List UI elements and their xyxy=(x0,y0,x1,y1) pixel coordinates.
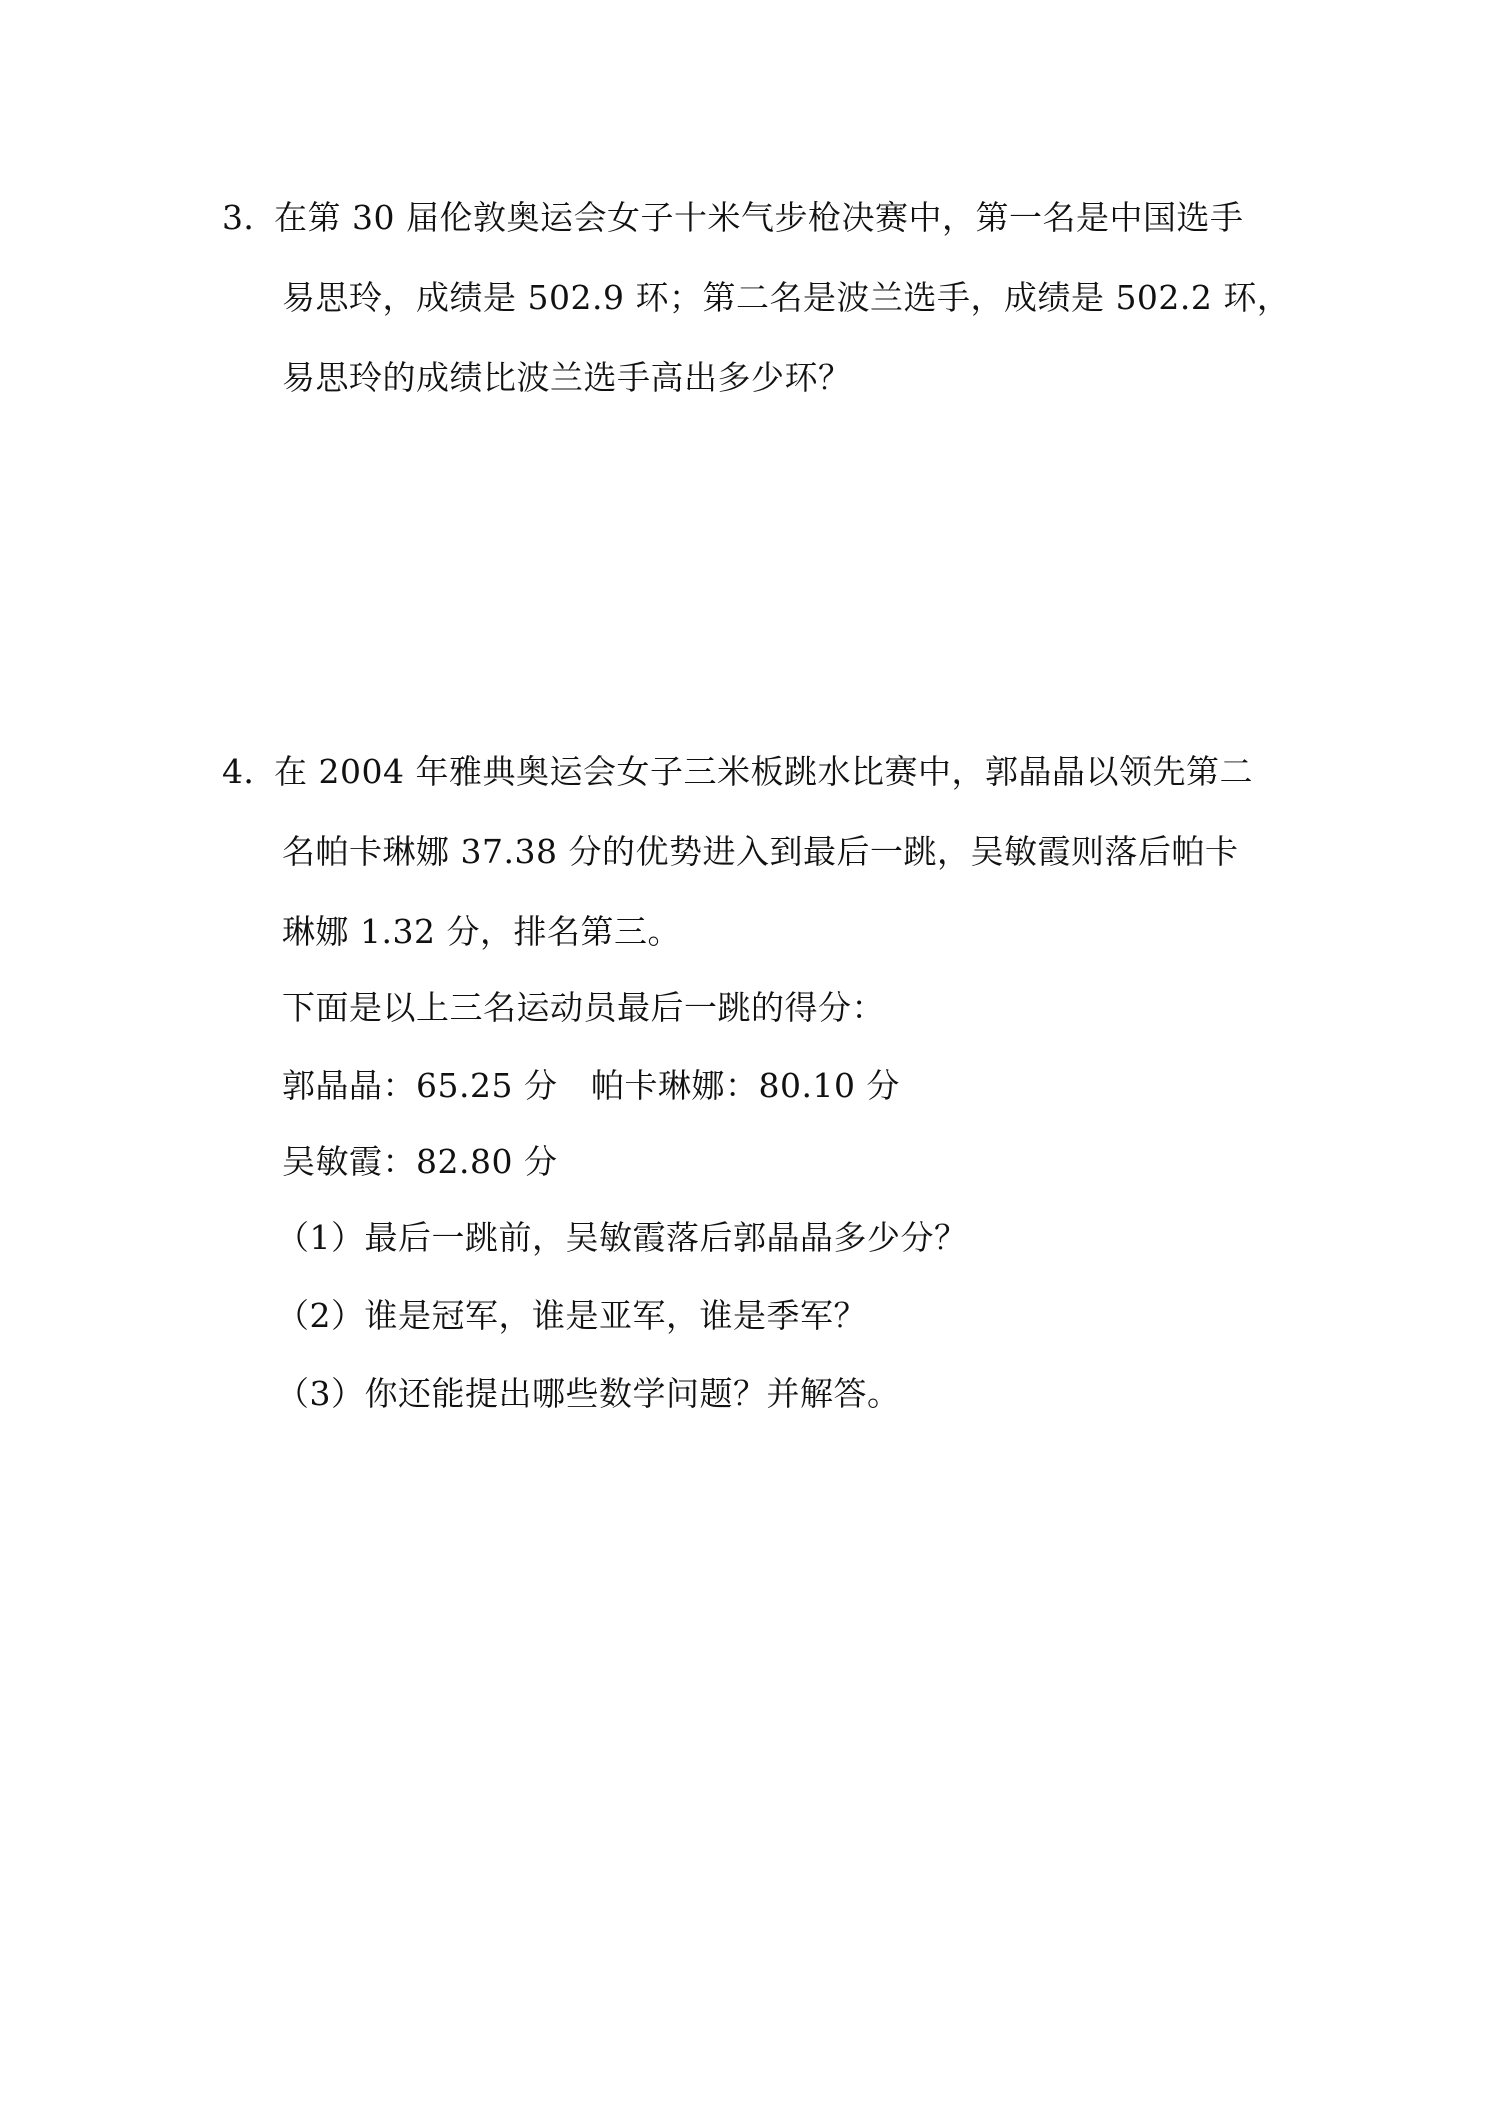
question-4-sub-1: （1）最后一跳前，吴敏霞落后郭晶晶多少分？ xyxy=(276,1218,968,1257)
question-4-sub-3: （3）你还能提出哪些数学问题？并解答。 xyxy=(276,1374,901,1413)
question-4-line-5: 郭晶晶：65.25 分 帕卡琳娜：80.10 分 xyxy=(282,1066,900,1105)
question-4-text-1: 在 2004 年雅典奥运会女子三米板跳水比赛中，郭晶晶以领先第二 xyxy=(274,752,1253,791)
question-4-line-2: 名帕卡琳娜 37.38 分的优势进入到最后一跳，吴敏霞则落后帕卡 xyxy=(282,832,1239,871)
question-4-line-1 xyxy=(222,752,1253,792)
question-3-text-1: 在第 30 届伦敦奥运会女子十米气步枪决赛中，第一名是中国选手 xyxy=(274,198,1244,237)
question-4-line-3: 琳娜 1.32 分，排名第三。 xyxy=(282,912,681,951)
question-4-line-4: 下面是以上三名运动员最后一跳的得分： xyxy=(282,988,885,1027)
question-4-sub-2: （2）谁是冠军，谁是亚军，谁是季军？ xyxy=(276,1296,867,1335)
question-4-number: 4． xyxy=(222,752,277,791)
question-3-line-1 xyxy=(222,198,1243,238)
question-3-line-2: 易思玲，成绩是 502.9 环；第二名是波兰选手，成绩是 502.2 环， xyxy=(282,278,1291,317)
question-3-line-3: 易思玲的成绩比波兰选手高出多少环？ xyxy=(282,358,852,397)
question-3-number: 3． xyxy=(222,198,277,237)
question-4-line-6: 吴敏霞：82.80 分 xyxy=(282,1142,558,1181)
